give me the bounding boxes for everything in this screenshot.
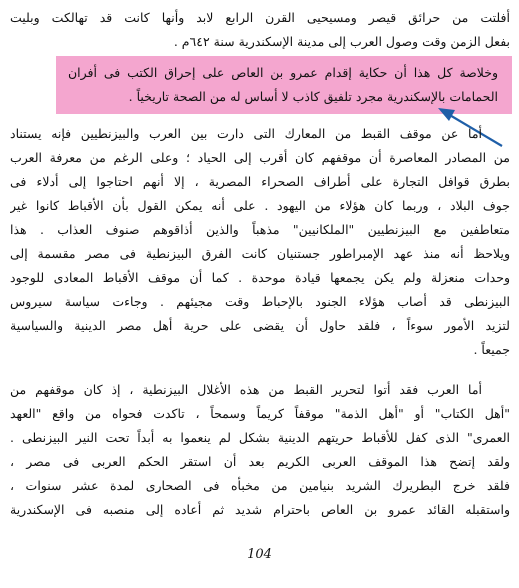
text-line: أفلتت من حرائق قيصر ومسيحيى القرن الرابع لابد وأنها كانت قد تهالكت وبليت: [10, 10, 510, 25]
text-line: العمرى" الذى كفل للأقباط حريتهم الدينية بشكل لم ينعموا به أبداً تحت النير البيزنطى .: [10, 430, 510, 445]
text-line: ولقد إتضح هذا الموقف العربى الكريم بعد أن استقر الحكم العربى فى مصر ،: [10, 454, 510, 469]
text-line: واستقبله القائد عمرو بن العاص باحترام شديد ثم أعاده إلى منصبه فى الإسكندرية: [10, 502, 510, 517]
page-number: 104: [247, 547, 272, 562]
text-line: فلقد خرج البطريرك الشريد بنيامين من مخبأه فى الصحارى لمدة عشر سنوات ،: [10, 478, 510, 493]
text-line: وحدات منعزلة ولم يكن يجمعها قيادة موحدة . كما أن موقف الأقباط المعادى للوجود: [10, 270, 510, 285]
text-line: "أهل الكتاب" أو "أهل الذمة" موقفاً كريماً وسمحاً ، تاكدت فحواه من واقع "العهد: [10, 406, 510, 421]
text-line: بفعل الزمن وقت وصول العرب إلى مدينة الإسكندرية سنة ٦٤٢م .: [173, 34, 510, 49]
highlight-line: الحمامات بالإسكندرية مجرد تلفيق كاذب لا أساس له من الصحة تاريخياً .: [128, 89, 498, 104]
text-line: أما عن موقف القبط من المعارك التى دارت بين العرب والبيزنطيين فإنه يستناد: [10, 126, 482, 141]
text-line: من المصادر المعاصرة أن موقفهم كان أقرب إلى الحياد ؛ وعلى الرغم من معرفة العرب: [10, 150, 510, 165]
text-line: البيزنطى قد أصاب هؤلاء الجنود بالإحباط وقت مجيئهم . وجاءت سياسة سيروس: [10, 294, 510, 309]
text-line: متعاطفين مع البيزنطيين "الملكانيين" مذهباً والذين أذاقوهم صنوف العذاب . هذا: [10, 222, 510, 237]
text-line: أما العرب فقد أتوا لتحرير القبط من هذه الأغلال البيزنطية ، إذ كان موقفهم من: [10, 382, 482, 397]
text-line: بطرق قوافل التجارة على أطراف الصحراء المصرية ، إلا أنهم احتاجوا إلى أدلاء فى: [10, 174, 510, 189]
text-line: جميعاً .: [473, 342, 510, 357]
text-line: ويلاحظ أنه منذ عهد الإمبراطور جستنيان كانت الفرق البيزنطية فى مصر مقسمة إلى: [10, 246, 510, 261]
text-line: لتزيد الأمور سوءاً ، فلقد حاول أن يقضى على حرية أهل مصر الدينية والسياسية: [10, 318, 510, 333]
highlight-line: وخلاصة كل هذا أن حكاية إقدام عمرو بن العاص على إحراق الكتب فى أفران: [68, 65, 498, 80]
text-line: جوف البلاد ، وربما كان هؤلاء من اليهود . على أنه يمكن القول بأن الأقباط كانوا غير: [10, 198, 510, 213]
